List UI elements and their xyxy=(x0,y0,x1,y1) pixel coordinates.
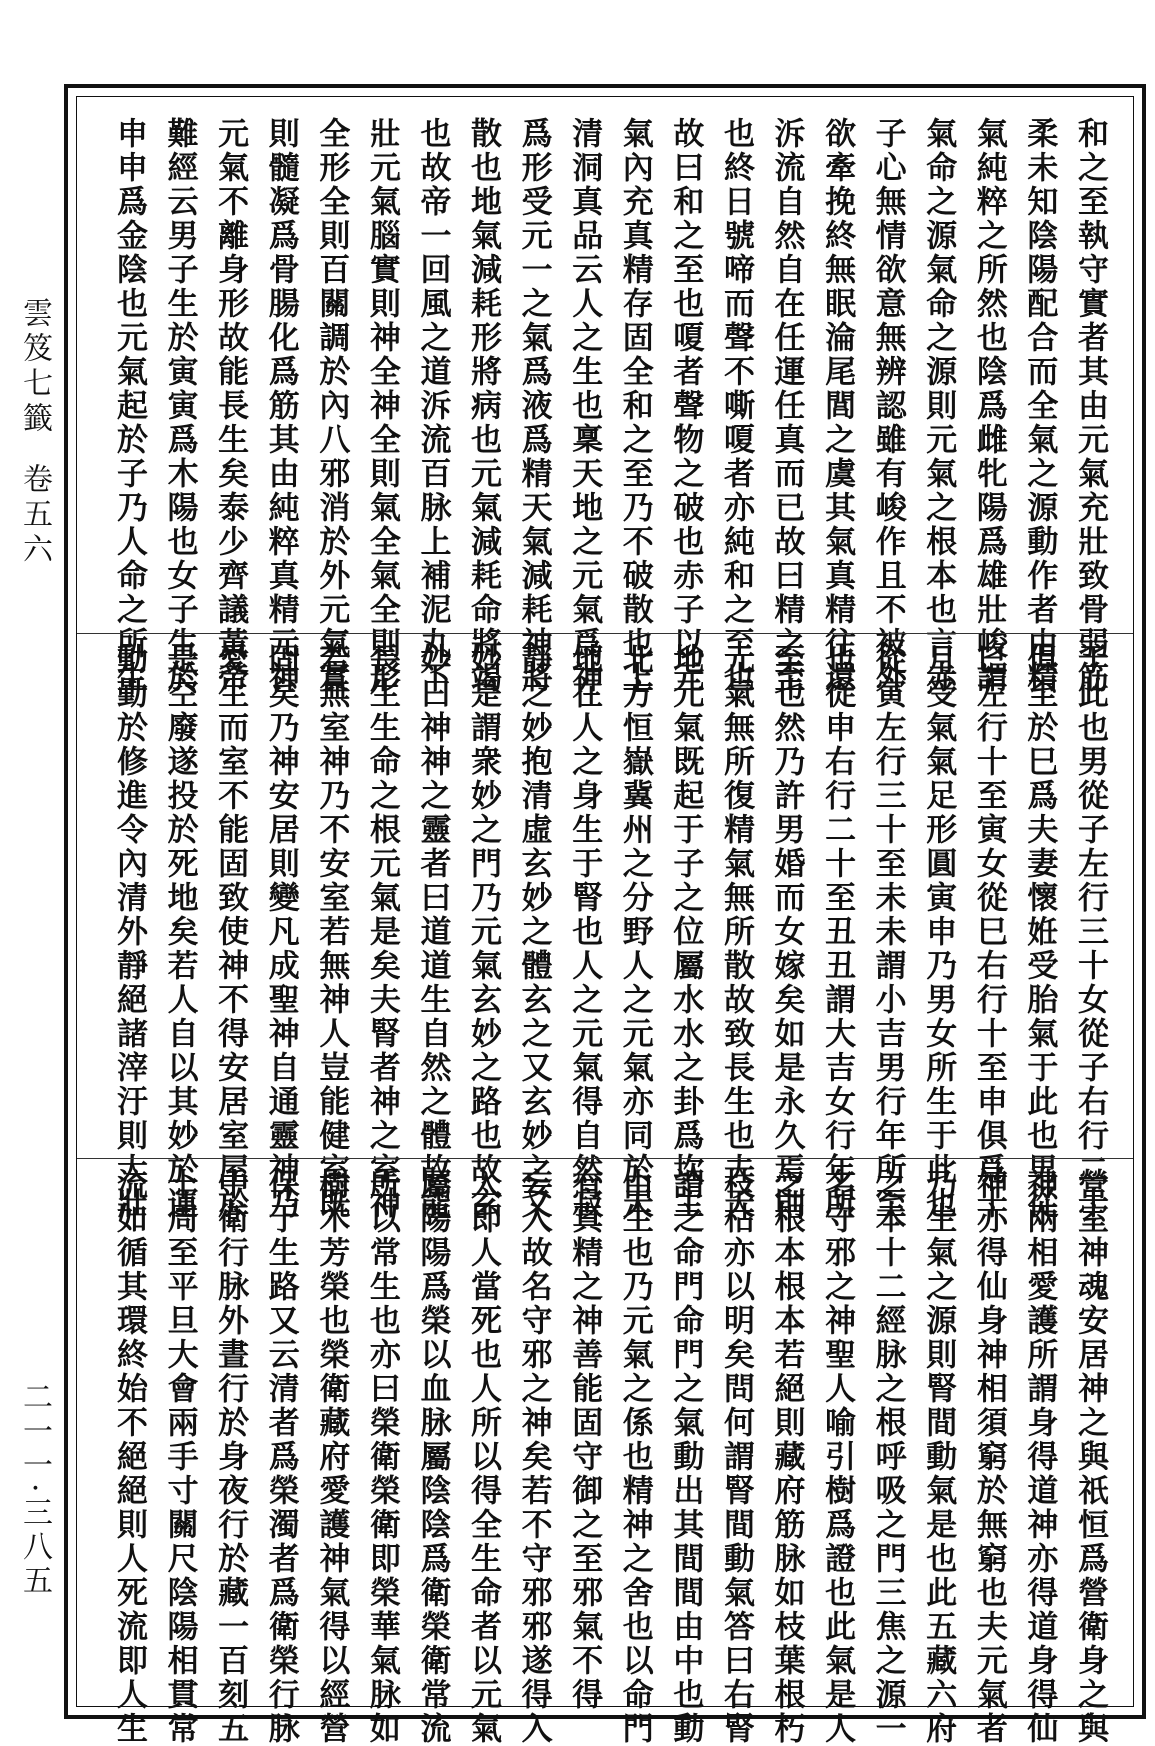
text-column: 謂之命門命門之氣動出其間間由中也動 xyxy=(667,1168,704,1746)
text-column: 動勤於修進令內清外靜絕諸滓汙則大壯 xyxy=(111,643,147,1221)
text-column: 巳左行十至寅女從巳右行十至申俱爲十 xyxy=(970,643,1007,1221)
text-column: 神兩相愛護所謂身得道神亦得道身得仙 xyxy=(1021,1168,1058,1746)
text-column: 固矣乃神安居則變凡成聖神自通靈神乃 xyxy=(262,643,299,1221)
text-column: 則髓凝爲骨腸化爲筋其由純粹真精元神 xyxy=(262,117,299,695)
register-top xyxy=(77,117,1133,695)
text-column: 難經云男子生於寅寅爲木陽也女子生於 xyxy=(161,117,198,695)
text-column: 地元氣既起于子之位屬水水之卦爲坎主 xyxy=(667,643,704,1221)
text-column: 由生也乃元氣之係也精神之舍也以命門 xyxy=(616,1168,653,1746)
register-divider xyxy=(77,1158,1133,1159)
text-column: 營室神魂安居神之與祇恒爲營衛身之與 xyxy=(1071,1168,1108,1746)
register-divider xyxy=(77,633,1133,634)
text-column: 元氣不離身形故能長生矣泰少齊議黃帝 xyxy=(212,117,249,695)
text-column: 所以常生也亦曰榮衛榮衛即榮華氣脉如 xyxy=(363,1168,400,1746)
text-column: 之本十二經脉之根呼吸之門三焦之源一 xyxy=(869,1168,906,1746)
text-column: 至也然乃許男婚而女嫁矣如是永久焉則 xyxy=(768,643,805,1221)
text-column: 也從申右行二十至丑丑謂大吉女行年所 xyxy=(819,643,856,1221)
text-column: 流如循其環終始不絕絕則人死流即人生 xyxy=(111,1168,147,1746)
text-column: 氣內充真精存固全和之至乃不破散也上 xyxy=(616,117,653,695)
register-bottom xyxy=(77,1168,1133,1746)
text-column: 于此也男從子左行三十女從子右行二十 xyxy=(1071,643,1108,1221)
text-column: 長生生命之根元氣是矣夫腎者神之室神 xyxy=(363,643,400,1221)
text-column: 名守邪之神聖人喻引樹爲證也此氣是人 xyxy=(819,1168,856,1746)
margin-book-title xyxy=(0,195,56,695)
text-column: 全形全則百關調於內八邪消於外元氣實 xyxy=(313,117,350,695)
text-column: 月受氣氣足形圓寅申乃男女所生于此也 xyxy=(920,643,957,1221)
text-column: 元氣無所復精氣無所散故致長生也夫天 xyxy=(717,643,754,1221)
text-column: 散也地氣減耗形將病也元氣減耗命將竭 xyxy=(465,117,502,695)
text-column: 氣純粹之所然也陰爲雌牝陽爲雄壯峻謂 xyxy=(970,117,1007,695)
text-column: 清洞真品云人之生也稟天地之元氣爲神 xyxy=(566,117,603,695)
text-column: 子心無情欲意無辨認雖有峻作且不被外 xyxy=(869,117,906,695)
text-column: 入即人當死也人所以得全生命者以元氣 xyxy=(465,1168,502,1746)
text-columns xyxy=(77,117,1133,695)
text-column: 妙曰神神之靈者曰道道生自然之體故能 xyxy=(414,643,451,1221)
text-column: 欲牽挽終無眠淪尾閭之虞其氣真精往還 xyxy=(819,117,856,695)
margin-page-number: 二一一·三八五 xyxy=(17,1381,52,1599)
text-column: 泝流自然自在任運任真而已故曰精之至 xyxy=(768,117,805,695)
text-column: 也故帝一回風之道泝流百脉上補泥丸下 xyxy=(414,117,451,695)
text-column: 北方恒嶽冀州之分野人之元氣亦同於天 xyxy=(616,643,653,1221)
text-column: 愛生而室不能固致使神不得安居室屋於 xyxy=(212,643,249,1221)
book-title: 雲笈七籤 xyxy=(17,296,52,437)
text-column: 故曰和之至也嗄者聲物之破也赤子以元 xyxy=(667,117,704,695)
text-column: 樹木芳榮也榮衛藏府愛護神氣得以經營 xyxy=(313,1168,350,1746)
text-column: 爲形受元一之氣爲液爲精天氣減耗神將 xyxy=(515,117,552,695)
text-columns xyxy=(77,643,1133,1221)
text-column: 枝枯亦以明矣問何謂腎間動氣答曰右腎 xyxy=(717,1168,754,1746)
text-column: 妙是謂衆妙之門乃元氣玄妙之路也故玄 xyxy=(465,643,502,1221)
text-column: 保于生路又云清者爲榮濁者爲衛榮行脉 xyxy=(262,1168,299,1746)
text-column: 之根本根本若絕則藏府筋脉如枝葉根朽 xyxy=(768,1168,805,1746)
text-column: 申申爲金陰也元氣起於子乃人命之所生 xyxy=(111,117,147,695)
text-column: 屬陽陽爲榮以血脉屬陰陰爲衛榮衛常流 xyxy=(414,1168,451,1746)
register-middle xyxy=(77,643,1133,1221)
text-column: 若無室神乃不安室若無神人豈能健室既 xyxy=(313,643,350,1221)
text-column: 神亦得仙身神相須窮於無窮也夫元氣者 xyxy=(970,1168,1007,1746)
text-column: 也終日號啼而聲不嘶嗄者亦純和之至也 xyxy=(717,117,754,695)
inner-frame xyxy=(76,96,1134,1746)
page-frame xyxy=(64,84,1146,1746)
text-column: 從寅左行三十至未未謂小吉男行年所至 xyxy=(869,643,906,1221)
text-column: 地在人之身生于腎也人之元氣得自然寂 xyxy=(566,643,603,1221)
text-column: 氣命之源氣命之源則元氣之根本也言赤 xyxy=(920,117,957,695)
text-column: 和之至執守實者其由元氣充壯致骨弱筋 xyxy=(1071,117,1108,695)
text-column: 俱至於巳爲夫妻懷姙受胎氣于此也男從 xyxy=(1021,643,1058,1221)
text-column: 壯元氣腦實則神全神全則氣全氣全則形 xyxy=(363,117,400,695)
text-columns xyxy=(77,1168,1133,1746)
text-column: 妄入故名守邪之神矣若不守邪邪遂得入 xyxy=(515,1168,552,1746)
text-column: 乃生氣之源則腎間動氣是也此五藏六府 xyxy=(920,1168,957,1746)
text-column: 靜之妙抱清虛玄妙之體玄之又玄妙之又 xyxy=(515,643,552,1221)
text-column: 柔未知陰陽配合而全氣之源動作者由精 xyxy=(1021,117,1058,695)
text-column: 十周至平旦大會兩手寸關尺陰陽相貫常 xyxy=(161,1168,198,1746)
text-column: 有真精之神善能固守御之至邪氣不得 xyxy=(566,1168,603,1712)
text-column: 是空廢遂投於死地矣若人自以其妙於運 xyxy=(161,643,198,1221)
text-column: 中衛行脉外晝行於身夜行於藏一百刻五 xyxy=(212,1168,249,1746)
volume-label: 卷五六 xyxy=(17,462,52,568)
